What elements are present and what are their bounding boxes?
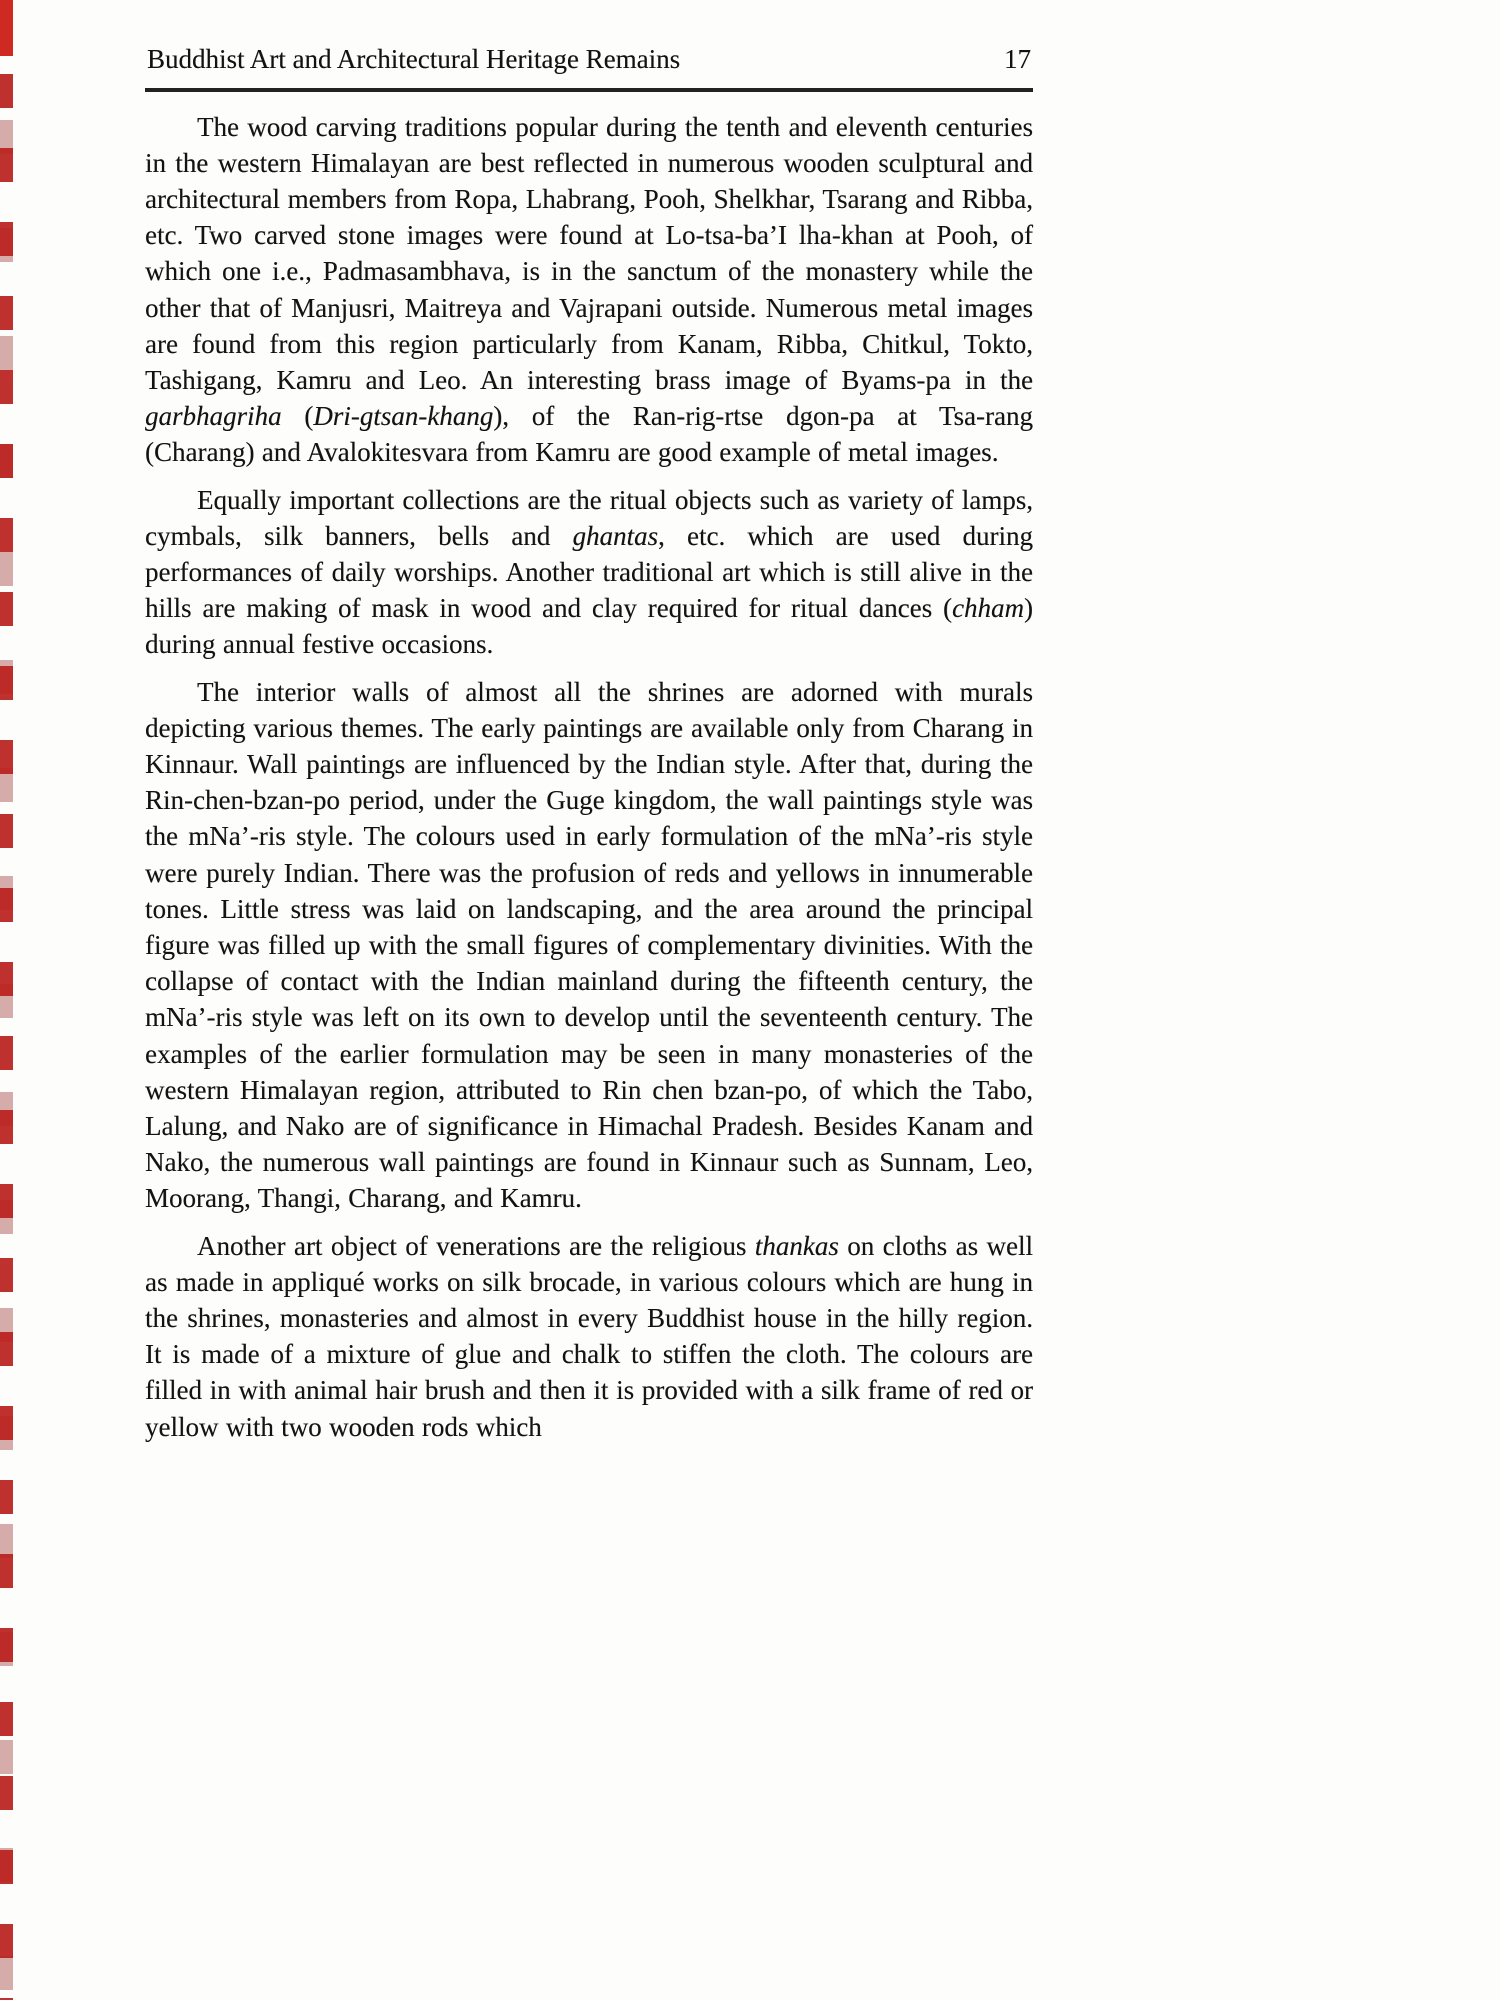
text-segment: ( [281, 401, 314, 432]
text-segment: ), of the Ran-rig-rtse dgon-pa at Tsa-rang (Charang) and Avalokitesvara from Kamru are good example of metal images. [145, 401, 1033, 468]
page-header [145, 44, 1033, 75]
text-segment: ) during annual festive occasions. [145, 593, 1033, 660]
scan-artifact-left-edge [0, 0, 13, 2000]
text-segment: , etc. which are used during performances of daily worships. Another traditional art which is still alive in the hills are making of mask in wood and clay required for ritual dances ( [145, 520, 1033, 624]
italic-term: thankas [754, 1230, 839, 1261]
text-segment: The wood carving traditions popular during the tenth and eleventh centuries in the western Himalayan are best reflected in numerous wooden sculptural and architectural members from Ropa, Lhabrang, Pooh, Shelkhar, Tsarang and Ribba, etc. Two carved stone images were found at Lo-tsa-ba’I lha-khan at Pooh, of which one i.e., Padmasambhava, is in the sanctum of the monastery while the other that of Manjusri, Maitreya and Vajrapani outside. Numerous metal images are found from this region particularly from Kanam, Ribba, Chitkul, Tokto, Tashigang, Kamru and Leo. An interesting brass image of Byams-pa in the [145, 111, 1033, 395]
italic-term: garbhagriha [145, 401, 282, 432]
text-segment: on cloths as well as made in appliqué works on silk brocade, in various colours which are hung in the shrines, monasteries and almost in every Buddhist house in the hilly region. It is made of a mixture of glue and chalk to stiffen the cloth. The colours are filled in with animal hair brush and then it is provided with a silk frame of red or yellow with two wooden rods which [145, 1230, 1033, 1442]
italic-term: chham [952, 593, 1024, 624]
paragraph [145, 674, 1033, 1217]
italic-term: ghantas [572, 520, 659, 551]
header-rule [145, 88, 1033, 92]
page-number: 17 [1004, 44, 1031, 74]
text-segment: The interior walls of almost all the shrines are adorned with murals depicting various themes. The early paintings are available only from Charang in Kinnaur. Wall paintings are influenced by the Indian style. After that, during the Rin-chen-bzan-po period, under the Guge kingdom, the wall paintings style was the mNa’-ris style. The colours used in early formulation of the mNa’-ris style were purely Indian. There was the profusion of reds and yellows in innumerable tones. Little stress was laid on landscaping, and the area around the principal figure was filled up with the small figures of complementary divinities. With the collapse of contact with the Indian mainland during the fifteenth century, the mNa’-ris style was left on its own to develop until the seventeenth century. The examples of the earlier formulation may be seen in many monasteries of the western Himalayan region, attributed to Rin chen bzan-po, of which the Tabo, Lalung, and Nako are of significance in Himachal Pradesh. Besides Kanam and Nako, the numerous wall paintings are found in Kinnaur such as Sunnam, Leo, Moorang, Thangi, Charang, and Kamru. [145, 676, 1033, 1214]
running-title: Buddhist Art and Architectural Heritage Remains [147, 44, 681, 74]
paragraph [145, 1228, 1033, 1445]
text-segment: Equally important collections are the ritual objects such as variety of lamps, cymbals, silk banners, bells and [145, 484, 1033, 551]
paragraph [145, 109, 1033, 471]
text-segment: Another art object of venerations are the religious [197, 1230, 755, 1261]
paragraph [145, 482, 1033, 663]
book-page [145, 44, 1033, 1445]
page-body [145, 109, 1033, 1445]
italic-term: Dri-gtsan-khang [313, 401, 494, 432]
